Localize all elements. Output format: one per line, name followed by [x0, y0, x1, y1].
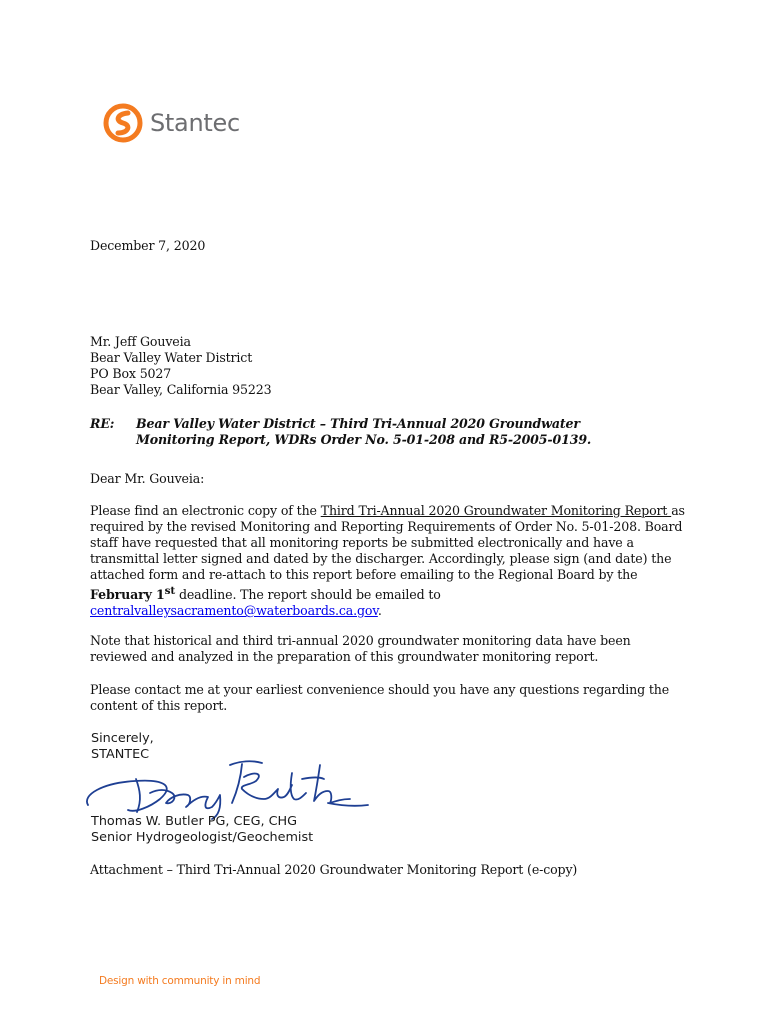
email-link[interactable]: centralvalleysacramento@waterboards.ca.gov [90, 603, 378, 619]
stantec-swirl-icon [103, 103, 143, 143]
signer-block [91, 814, 313, 846]
salutation: Dear Mr. Gouveia: [90, 471, 205, 486]
valediction: Sincerely, [91, 731, 154, 746]
body-paragraph-1 [90, 503, 690, 619]
deadline-suffix: st [164, 585, 176, 597]
footer-tagline: Design with community in mind [99, 975, 261, 987]
paragraph-text: . [377, 603, 382, 619]
deadline [90, 587, 175, 602]
body-paragraph-3: Please contact me at your earliest convenience should you have any questions regarding the content of this report. [90, 682, 670, 713]
subject-line [90, 416, 636, 448]
paragraph-text: Please find an electronic copy of the [90, 503, 321, 518]
company-wordmark: Stantec [150, 109, 240, 137]
paragraph-text: as required by the revised Monitoring and Reporting Requirements of Order No. 5-01-208. Board staff have requested that all monitoring reports be submitted electronically and have a transmittal letter signed and dated by the discharger. Accordingly, please sign (and date) the attached form and re-attach to this report before emailing to the Regional Board by the [90, 503, 685, 582]
subject-text [136, 416, 636, 448]
handwritten-signature [80, 755, 370, 821]
closing-company: STANTEC [91, 747, 150, 762]
attachment-note: Attachment – Third Tri-Annual 2020 Groundwater Monitoring Report (e-copy) [90, 862, 578, 877]
recipient-city: Bear Valley, California 95223 [90, 382, 272, 397]
stantec-logo [103, 103, 240, 143]
letter-date: December 7, 2020 [90, 238, 206, 253]
report-title: Third Tri-Annual 2020 Groundwater Monitoring Report [320, 503, 672, 518]
subject-label: RE: [90, 416, 115, 431]
recipient-po-box: PO Box 5027 [90, 366, 172, 381]
recipient-address [90, 334, 271, 398]
signer-title: Senior Hydrogeologist/Geochemist [91, 830, 314, 845]
body-paragraph-2: Note that historical and third tri-annual 2020 groundwater monitoring data have been reviewed and analyzed in the preparation of this groundwater monitoring report. [90, 633, 631, 664]
paragraph-text: deadline. The report should be emailed to [175, 587, 441, 603]
recipient-name: Mr. Jeff Gouveia [90, 334, 191, 349]
subject-text-line-2: Monitoring Report, WDRs Order No. 5-01-208 and R5-2005-0139. [136, 432, 592, 447]
subject-text-line-1: Bear Valley Water District – Third Tri-Annual 2020 Groundwater [136, 416, 580, 431]
recipient-organization: Bear Valley Water District [90, 350, 253, 365]
deadline-month: February 1 [90, 587, 165, 603]
signer-name: Thomas W. Butler PG, CEG, CHG [91, 814, 298, 829]
